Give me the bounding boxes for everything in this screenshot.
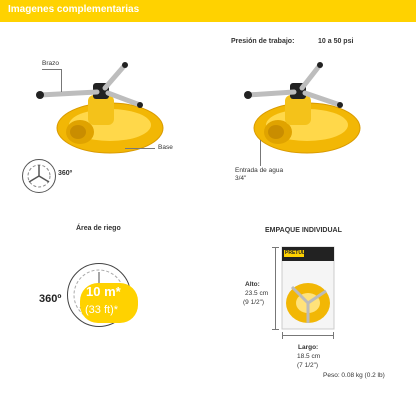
coverage-degrees: 360º [39, 293, 62, 305]
package-weight: Peso: 0.08 kg (0.2 lb) [323, 372, 385, 379]
package-title: EMPAQUE INDIVIDUAL [265, 227, 342, 234]
largo-in: (7 1/2") [297, 362, 319, 369]
package-brand: PRETUL [285, 250, 305, 256]
coverage-title: Área de riego [76, 225, 121, 232]
label-entrada-line1: Entrada de agua [235, 167, 284, 174]
coverage-feet: (33 ft)* [85, 304, 119, 316]
largo-cm: 18.5 cm [297, 353, 321, 360]
package-image [282, 247, 334, 329]
label-entrada-line2: 3/4" [235, 175, 247, 182]
pressure-label: Presión de trabajo: [231, 38, 295, 45]
pressure-value: 10 a 50 psi [318, 38, 354, 45]
alto-label: Alto: [245, 281, 260, 288]
coverage-meters: 10 m* [86, 284, 121, 299]
largo-label: Largo: [298, 344, 319, 351]
rotation-left-label: 360º [58, 170, 73, 177]
section-title: Imagenes complementarias [8, 4, 140, 15]
label-brazo: Brazo [42, 60, 59, 67]
alto-cm: 23.5 cm [245, 290, 269, 297]
label-base: Base [158, 144, 173, 151]
alto-in: (9 1/2") [243, 299, 265, 306]
